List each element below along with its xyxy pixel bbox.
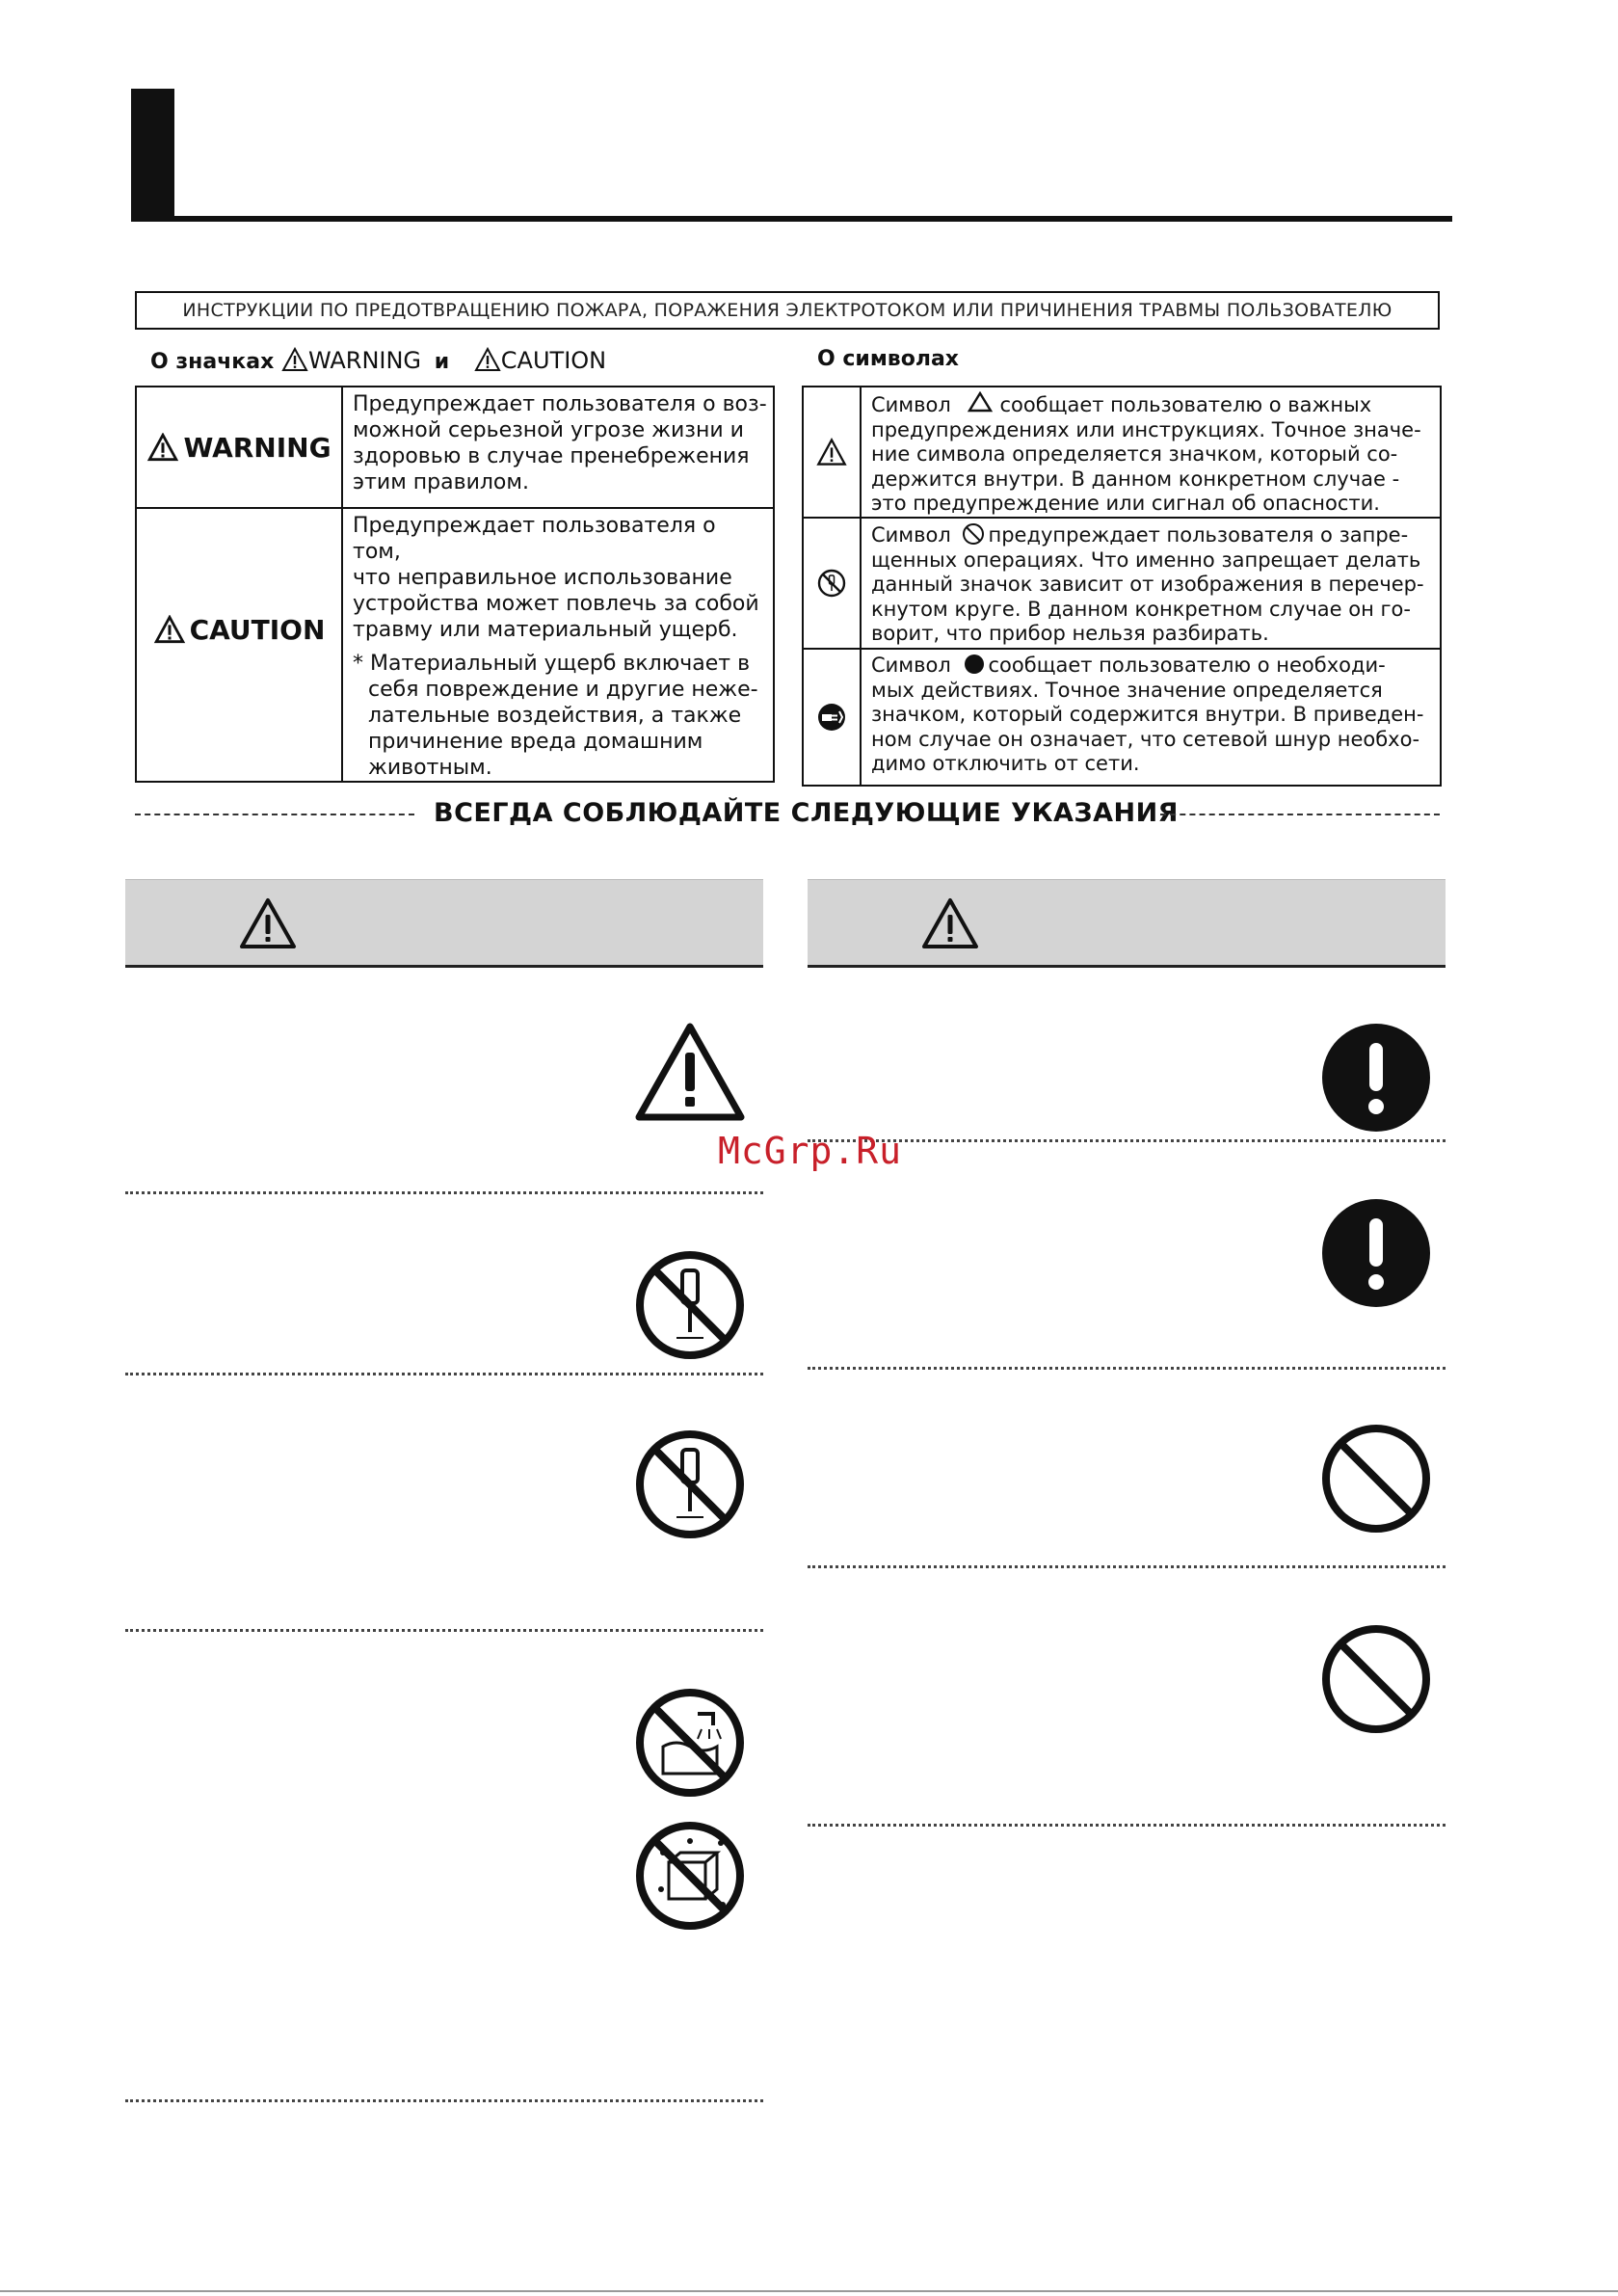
- icons-section-heading: О значках WARNING и CAUTION: [150, 347, 607, 374]
- safety-banner-text: ИНСТРУКЦИИ ПО ПРЕДОТВРАЩЕНИЮ ПОЖАРА, ПОРАЖЕНИЯ ЭЛЕКТРОТОКОМ ИЛИ ПРИЧИНЕНИЯ ТРАВМЫ ПОЛЬЗОВАТЕЛЮ: [182, 300, 1393, 321]
- warning-triangle-icon: [239, 897, 297, 949]
- symbol-row-prohibition: Символ предупреждает пользователя о запре- щенных операциях. Что именно запрещает делать данный значок зависит от изображения в перечер- кнутом круге. В данном конкретном случае он го- ворит, что прибор нельзя разбирать.: [803, 518, 1441, 649]
- warning-description: Предупреждает пользователя о воз- можной серьезной угрозе жизни и здоровью в случае пренебрежения этим правилом.: [353, 392, 767, 494]
- warning-triangle-icon: [816, 438, 847, 467]
- dotted-separator: [125, 1629, 763, 1632]
- symbols-section-heading: О символах: [817, 347, 959, 371]
- dashed-rule-left: [135, 814, 414, 815]
- solid-circle-icon: [964, 654, 985, 675]
- warning-triangle-icon: [146, 433, 179, 462]
- prohibition-icon: [1320, 1623, 1432, 1735]
- dotted-separator: [125, 1373, 763, 1375]
- dotted-separator: [125, 2099, 763, 2102]
- bottom-rule: [0, 2290, 1618, 2292]
- warning-label: WARNING: [137, 387, 341, 507]
- dotted-separator: [808, 1367, 1446, 1370]
- caution-row: [136, 508, 774, 782]
- dotted-separator: [808, 1139, 1446, 1142]
- outline-triangle-icon: [968, 391, 993, 413]
- warning-column-header: [125, 879, 763, 968]
- mandatory-action-icon: [1320, 1197, 1432, 1309]
- prohibition-icon: [1320, 1423, 1432, 1535]
- symbol-row-warning: Символ сообщает пользователю о важных предупреждениях или инструкциях. Точное значе- ние символа определяется значком, который со- держится внутри. В данном конкретном случае - это предупреждение или сигнал об опасности.: [803, 387, 1441, 518]
- caution-column-header: [808, 879, 1446, 968]
- top-rule: [131, 216, 1452, 222]
- no-modification-icon: [634, 1428, 746, 1540]
- caution-note: * Материальный ущерб включает в себя повреждение и другие неже- лательные воздействия, а также причинение вреда домашним животным.: [353, 652, 758, 780]
- icons-table: [135, 386, 775, 783]
- warning-triangle-icon: [921, 897, 979, 949]
- warning-row: [136, 387, 774, 508]
- always-observe-heading: ВСЕГДА СОБЛЮДАЙТЕ СЛЕДУЮЩИЕ УКАЗАНИЯ: [434, 798, 1179, 828]
- watermark: McGrp.Ru: [718, 1130, 903, 1172]
- safety-banner: [135, 291, 1440, 330]
- warning-triangle-icon: [153, 615, 186, 644]
- dotted-separator: [808, 1824, 1446, 1827]
- prohibition-icon: [962, 522, 985, 546]
- mandatory-action-icon: [1320, 1022, 1432, 1134]
- dashed-rule-right: [1160, 814, 1440, 815]
- warning-triangle-icon: [281, 347, 308, 372]
- no-disassembly-icon: [816, 568, 847, 599]
- warning-triangle-icon: [474, 347, 501, 372]
- dotted-separator: [125, 1191, 763, 1194]
- no-water-icon: [634, 1687, 746, 1799]
- caution-label: CAUTION: [137, 509, 341, 750]
- dotted-separator: [808, 1565, 1446, 1568]
- no-moisture-icon: [634, 1820, 746, 1932]
- symbols-table: [802, 386, 1442, 787]
- caution-description: Предупреждает пользователя о том, что неправильное использование устройства может повлечь за собой травму или материальный ущерб. * Материальный ущерб включает в себя повреждение и другие неже- лательные воздействия, а также причинение вреда домашним животным.: [343, 509, 773, 781]
- no-disassembly-icon: [634, 1249, 746, 1361]
- symbol-row-mandatory: Символ сообщает пользователю о необходи- мых действиях. Точное значение определяется значком, который содержится внутри. В приведен- ном случае он означает, что сетевой шнур необхо- димо отключить от сети.: [803, 649, 1441, 786]
- unplug-icon: [816, 702, 847, 733]
- chapter-marker-block: [131, 89, 174, 220]
- general-warning-icon: [634, 1022, 746, 1122]
